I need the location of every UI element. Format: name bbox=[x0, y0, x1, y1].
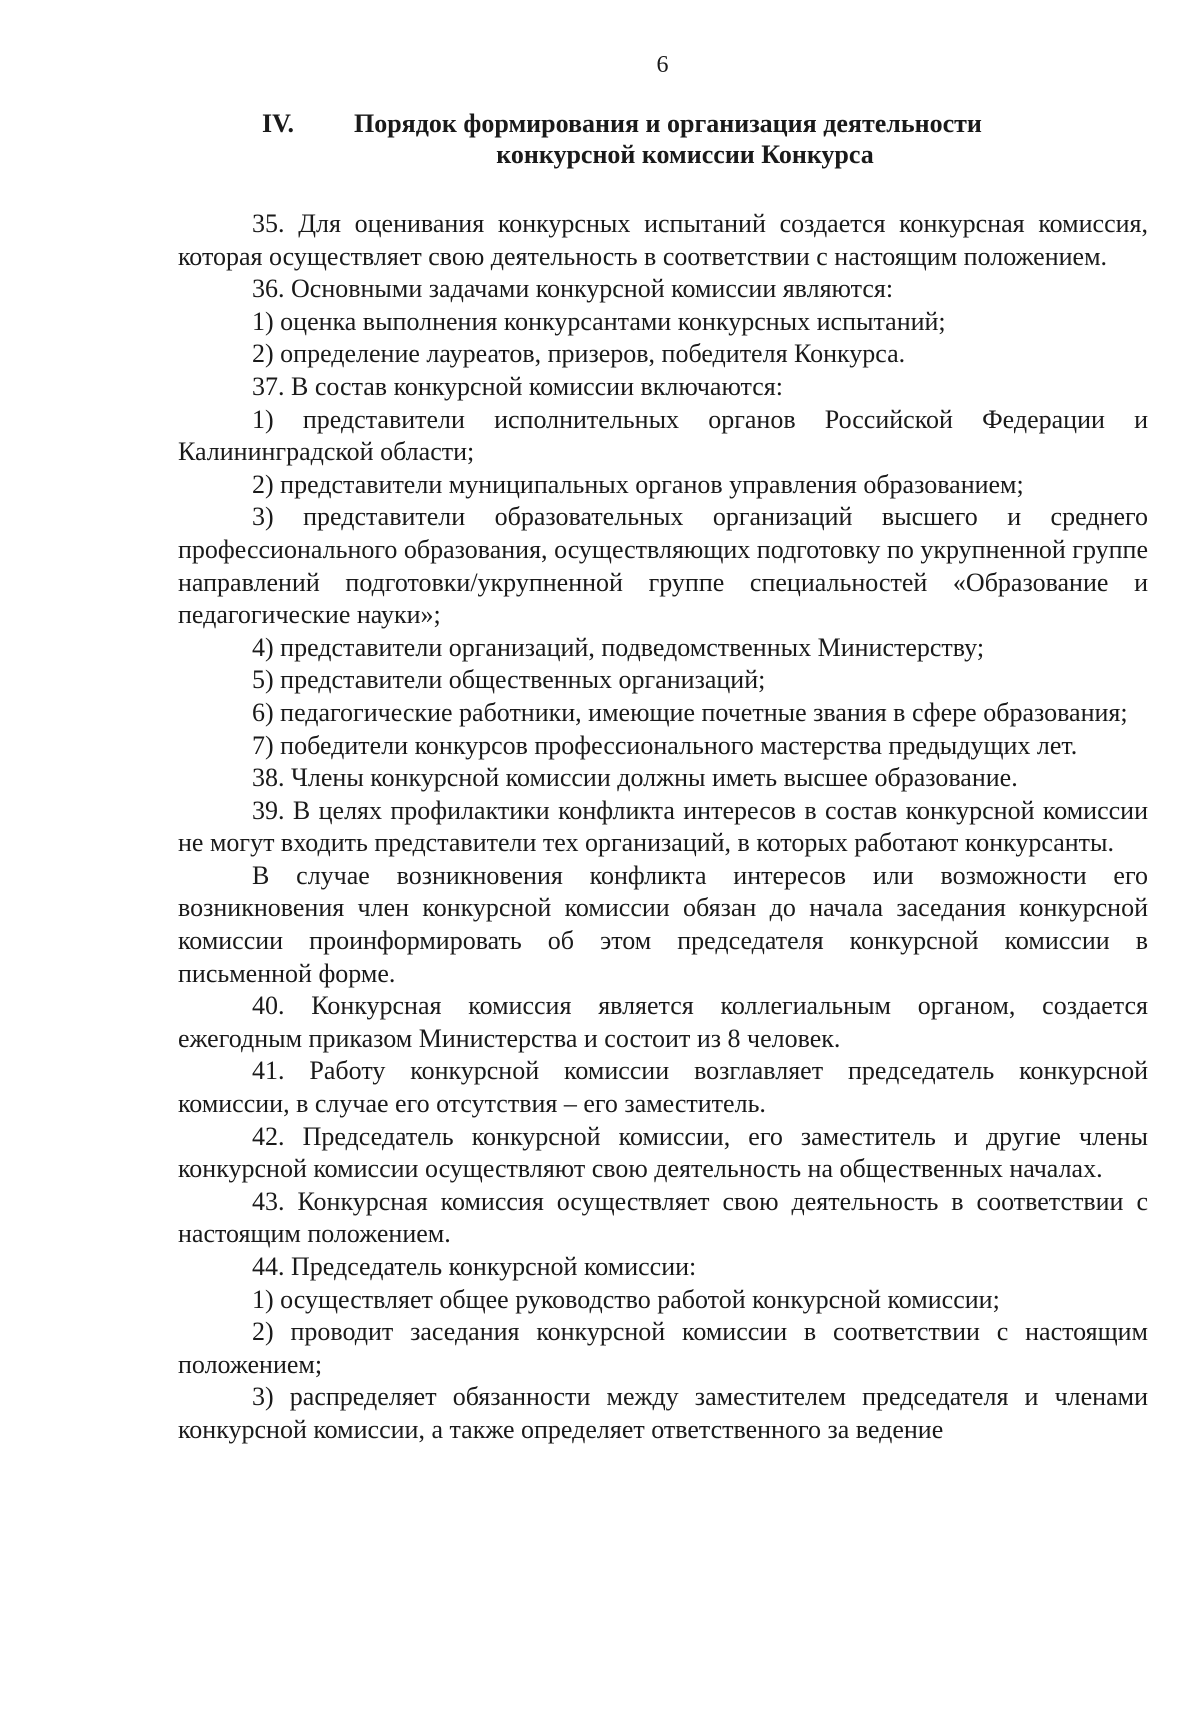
section-heading bbox=[262, 108, 1062, 170]
section-title-part-2: конкурсной комиссии Конкурса bbox=[496, 140, 874, 169]
section-title-part-1: Порядок формирования и организация деятельности bbox=[354, 109, 982, 138]
paragraph-41: 41. Работу конкурсной комиссии возглавляет председатель конкурсной комиссии, в случае его отсутствия – его заместитель. bbox=[178, 1056, 1148, 1119]
section-number: IV. bbox=[262, 109, 295, 138]
paragraph-37-item-5: 5) представители общественных организаций; bbox=[252, 665, 766, 695]
paragraph-37-item-1: 1) представители исполнительных органов Российской Федерации и Калининградской области; bbox=[178, 404, 1148, 467]
paragraph-44-item-1: 1) осуществляет общее руководство работой конкурсной комиссии; bbox=[252, 1284, 1000, 1314]
paragraph-44-item-3: 3) распределяет обязанности между заместителем председателя и членами конкурсной комиссии, а также определяет ответственного за ведение bbox=[178, 1382, 1148, 1444]
paragraph-37-item-6: 6) педагогические работники, имеющие почетные звания в сфере образования; bbox=[252, 697, 1128, 727]
paragraph-36-item-2: 2) определение лауреатов, призеров, победителя Конкурса. bbox=[252, 339, 906, 369]
paragraph-37-item-4: 4) представители организаций, подведомственных Министерству; bbox=[252, 632, 985, 662]
paragraph-37-item-3: 3) представители образовательных организаций высшего и среднего профессионального образования, осуществляющих подготовку по укрупненной группе направлений подготовки/укрупненной группе специальностей «Образование и педагогические науки»; bbox=[178, 502, 1148, 630]
page-number: 6 bbox=[656, 52, 669, 78]
paragraph-37-item-7: 7) победители конкурсов профессионального мастерства предыдущих лет. bbox=[252, 730, 1078, 760]
paragraph-36-item-1: 1) оценка выполнения конкурсантами конкурсных испытаний; bbox=[252, 306, 946, 336]
paragraph-39-continuation: В случае возникновения конфликта интересов или возможности его возникновения член конкурсной комиссии обязан до начала заседания конкурсной комиссии проинформировать об этом председателя конкурсной комиссии в письменной форме. bbox=[178, 860, 1148, 988]
paragraph-40: 40. Конкурсная комиссия является коллегиальным органом, создается ежегодным приказом Министерства и состоит из 8 человек. bbox=[178, 991, 1148, 1053]
paragraph-43: 43. Конкурсная комиссия осуществляет свою деятельность в соответствии с настоящим положением. bbox=[178, 1186, 1148, 1249]
paragraph-37: 37. В состав конкурсной комиссии включаются: bbox=[252, 371, 783, 401]
section-heading-line-1 bbox=[262, 108, 1062, 139]
paragraph-39: 39. В целях профилактики конфликта интересов в состав конкурсной комиссии не могут входить представители тех организаций, в которых работают конкурсанты. bbox=[178, 795, 1148, 858]
paragraph-37-item-2: 2) представители муниципальных органов управления образованием; bbox=[252, 469, 1024, 499]
paragraph-44: 44. Председатель конкурсной комиссии: bbox=[252, 1252, 697, 1281]
paragraph-38: 38. Члены конкурсной комиссии должны иметь высшее образование. bbox=[252, 763, 1018, 793]
paragraph-36: 36. Основными задачами конкурсной комиссии являются: bbox=[252, 274, 894, 304]
paragraph-35: 35. Для оценивания конкурсных испытаний создается конкурсная комиссия, которая осуществляет свою деятельность в соответствии с настоящим положением. bbox=[178, 209, 1148, 271]
paragraph-42: 42. Председатель конкурсной комиссии, его заместитель и другие члены конкурсной комиссии осуществляют свою деятельность на общественных началах. bbox=[178, 1121, 1148, 1184]
paragraph-44-item-2: 2) проводит заседания конкурсной комиссии в соответствии с настоящим положением; bbox=[178, 1317, 1148, 1379]
document-body bbox=[178, 208, 1148, 1447]
